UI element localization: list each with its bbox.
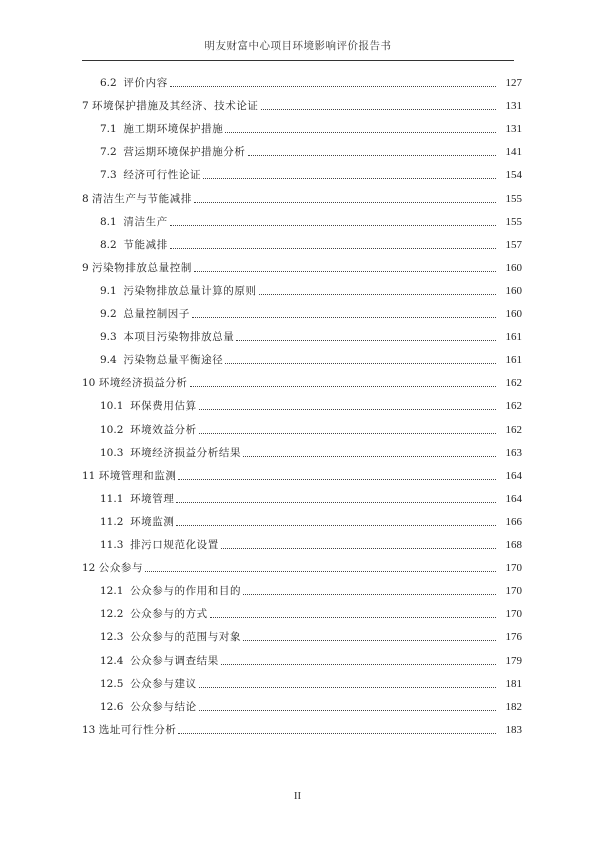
- toc-entry-title: 公众参与的方式: [130, 608, 208, 621]
- toc-entry-title: 环境保护措施及其经济、技术论证: [92, 100, 259, 113]
- toc-entry-title: 公众参与: [98, 562, 144, 575]
- toc-entry-number: 11.1: [100, 492, 124, 505]
- toc-entry-page: 176: [505, 631, 522, 644]
- toc-entry-page: 170: [505, 585, 522, 598]
- toc-entry-page: 164: [505, 469, 522, 482]
- toc-dot-leader: [243, 640, 496, 641]
- toc-entry-title: 环境效益分析: [130, 423, 197, 436]
- toc-entry-number: 9.4: [100, 354, 117, 367]
- toc-entry[interactable]: [82, 97, 522, 113]
- toc-entry[interactable]: [82, 305, 522, 321]
- toc-entry[interactable]: [82, 236, 522, 252]
- toc-entry-number: 12.1: [100, 585, 124, 598]
- toc-entry-title: 环境监测: [130, 515, 175, 528]
- toc-entry[interactable]: [82, 282, 522, 298]
- toc-dot-leader: [145, 571, 496, 572]
- toc-entry[interactable]: [82, 374, 522, 390]
- toc-entry-page: 157: [505, 238, 522, 251]
- toc-entry-number: 10.1: [100, 400, 124, 413]
- toc-entry-title: 环保费用估算: [130, 400, 197, 413]
- toc-entry-number: 8.1: [100, 215, 117, 228]
- toc-entry[interactable]: [82, 444, 522, 460]
- toc-entry-page: 131: [505, 100, 522, 113]
- toc-entry[interactable]: [82, 559, 522, 575]
- toc-entry-page: 183: [505, 723, 522, 736]
- toc-entry-number: 7.3: [100, 169, 117, 182]
- toc-entry-title: 污染物总量平衡途径: [123, 354, 224, 367]
- toc-entry-title: 清洁生产与节能减排: [92, 192, 192, 205]
- toc-dot-leader: [199, 687, 496, 688]
- toc-entry[interactable]: [82, 259, 522, 275]
- toc-entry[interactable]: [82, 652, 522, 668]
- toc-entry-number: 12.3: [100, 631, 124, 644]
- toc-entry-title: 选址可行性分析: [98, 723, 177, 736]
- toc-dot-leader: [178, 733, 496, 734]
- toc-entry[interactable]: [82, 628, 522, 644]
- header-rule: [82, 60, 514, 61]
- toc-dot-leader: [178, 479, 496, 480]
- toc-entry-title: 营运期环境保护措施分析: [123, 146, 246, 159]
- toc-entry-title: 评价内容: [123, 77, 168, 89]
- toc-entry[interactable]: [82, 120, 522, 136]
- toc-entry[interactable]: [82, 721, 522, 737]
- toc-entry-page: 164: [505, 492, 522, 505]
- toc-dot-leader: [194, 202, 496, 203]
- toc-dot-leader: [199, 710, 496, 711]
- toc-entry-number: 9: [82, 261, 89, 274]
- toc-entry-page: 179: [505, 654, 522, 667]
- toc-entry-page: 160: [505, 308, 522, 320]
- toc-dot-leader: [170, 86, 496, 87]
- toc-entry[interactable]: [82, 675, 522, 691]
- toc-entry-number: 7.2: [100, 146, 117, 159]
- toc-dot-leader: [225, 363, 496, 364]
- toc-entry[interactable]: [82, 397, 522, 413]
- toc-dot-leader: [248, 155, 497, 156]
- toc-dot-leader: [261, 109, 496, 110]
- toc-entry-page: 160: [505, 261, 522, 274]
- toc-dot-leader: [210, 617, 496, 618]
- toc-entry-number: 10.2: [100, 423, 124, 436]
- toc-entry-page: 168: [505, 539, 522, 551]
- toc-entry-number: 7: [82, 100, 89, 113]
- toc-entry-page: 163: [505, 446, 522, 459]
- toc-dot-leader: [199, 433, 496, 434]
- toc-entry-page: 155: [505, 192, 522, 205]
- toc-entry-page: 154: [505, 169, 522, 182]
- toc-entry-number: 12: [82, 562, 96, 575]
- toc-entry-number: 11: [82, 469, 96, 482]
- toc-dot-leader: [176, 502, 496, 503]
- toc-dot-leader: [259, 294, 496, 295]
- toc-entry-title: 公众参与的作用和目的: [130, 585, 242, 598]
- toc-entry[interactable]: [82, 698, 522, 714]
- toc-dot-leader: [176, 525, 496, 526]
- toc-entry-title: 环境经济损益分析: [98, 377, 188, 390]
- toc-entry[interactable]: [82, 166, 522, 182]
- toc-entry-number: 12.5: [100, 677, 124, 690]
- toc-dot-leader: [170, 248, 496, 249]
- toc-entry[interactable]: [82, 74, 522, 90]
- toc-entry-page: 155: [505, 215, 522, 228]
- toc-entry[interactable]: [82, 513, 522, 529]
- toc-entry-page: 170: [505, 608, 522, 621]
- toc-entry-title: 排污口规范化设置: [130, 539, 219, 551]
- toc-entry[interactable]: [82, 421, 522, 437]
- toc-dot-leader: [190, 386, 496, 387]
- toc-dot-leader: [243, 456, 496, 457]
- toc-entry[interactable]: [82, 328, 522, 344]
- toc-entry-title: 清洁生产: [123, 215, 168, 228]
- toc-entry-page: 166: [505, 515, 522, 528]
- toc-dot-leader: [225, 132, 496, 133]
- toc-dot-leader: [192, 317, 496, 318]
- toc-entry-page: 161: [505, 354, 522, 367]
- toc-entry-page: 141: [505, 146, 522, 159]
- toc-dot-leader: [199, 409, 496, 410]
- toc-dot-leader: [170, 225, 496, 226]
- toc-entry-number: 11.3: [100, 539, 124, 551]
- page-header: 明友财富中心项目环境影响评价报告书: [204, 40, 392, 52]
- toc-entry-number: 8.2: [100, 238, 117, 251]
- toc-dot-leader: [203, 178, 496, 179]
- toc-entry-number: 13: [82, 723, 96, 736]
- toc-entry-title: 经济可行性论证: [123, 169, 202, 182]
- toc-dot-leader: [236, 340, 496, 341]
- toc-entry-number: 10: [82, 377, 96, 390]
- toc-entry-title: 环境管理和监测: [98, 469, 177, 482]
- toc-entry-number: 9.2: [100, 308, 117, 320]
- toc-entry-title: 公众参与调查结果: [130, 654, 219, 667]
- toc-entry-number: 12.2: [100, 608, 124, 621]
- toc-entry-number: 9.3: [100, 331, 117, 344]
- toc-entry-number: 10.3: [100, 446, 124, 459]
- toc-entry[interactable]: [82, 536, 522, 552]
- toc-entry-title: 总量控制因子: [123, 308, 190, 320]
- toc-entry[interactable]: [82, 490, 522, 506]
- toc-entry-title: 公众参与的范围与对象: [130, 631, 242, 644]
- toc-dot-leader: [243, 594, 496, 595]
- toc-entry-page: 127: [505, 77, 522, 89]
- toc-entry[interactable]: [82, 582, 522, 598]
- toc-entry-page: 182: [505, 700, 522, 713]
- toc-entry-number: 12.4: [100, 654, 124, 667]
- toc-entry-title: 污染物排放总量控制: [92, 261, 192, 274]
- toc-entry-number: 8: [82, 192, 89, 205]
- toc-entry-page: 162: [505, 400, 522, 413]
- toc-entry-page: 162: [505, 377, 522, 390]
- toc-entry-page: 161: [505, 331, 522, 344]
- toc-entry[interactable]: [82, 351, 522, 367]
- toc-entry-title: 公众参与建议: [130, 677, 197, 690]
- toc-entry-number: 12.6: [100, 700, 124, 713]
- toc-entry[interactable]: [82, 605, 522, 621]
- toc-entry-number: 7.1: [100, 123, 117, 136]
- toc-entry-title: 本项目污染物排放总量: [123, 331, 235, 344]
- toc-entry[interactable]: [82, 213, 522, 229]
- toc-entry-number: 6.2: [100, 77, 117, 89]
- toc-dot-leader: [221, 548, 496, 549]
- toc-entry[interactable]: [82, 467, 522, 483]
- toc-entry-page: 131: [505, 123, 522, 136]
- toc-entry[interactable]: [82, 190, 522, 206]
- toc-entry-title: 公众参与结论: [130, 700, 197, 713]
- toc-entry-number: 11.2: [100, 515, 124, 528]
- toc-entry-page: 170: [505, 562, 522, 575]
- toc-dot-leader: [194, 271, 496, 272]
- toc-entry-page: 162: [505, 423, 522, 436]
- toc-entry-title: 施工期环境保护措施: [123, 123, 224, 136]
- toc-entry-title: 环境管理: [130, 492, 175, 505]
- page-number: II: [293, 790, 302, 802]
- toc-entry-number: 9.1: [100, 284, 117, 297]
- toc-entry-page: 181: [505, 677, 522, 690]
- toc-entry-title: 节能减排: [123, 238, 168, 251]
- toc-dot-leader: [221, 664, 496, 665]
- toc-entry-page: 160: [505, 284, 522, 297]
- toc-entry-title: 污染物排放总量计算的原则: [123, 284, 257, 297]
- toc-entry-title: 环境经济损益分析结果: [130, 446, 242, 459]
- toc-entry[interactable]: [82, 143, 522, 159]
